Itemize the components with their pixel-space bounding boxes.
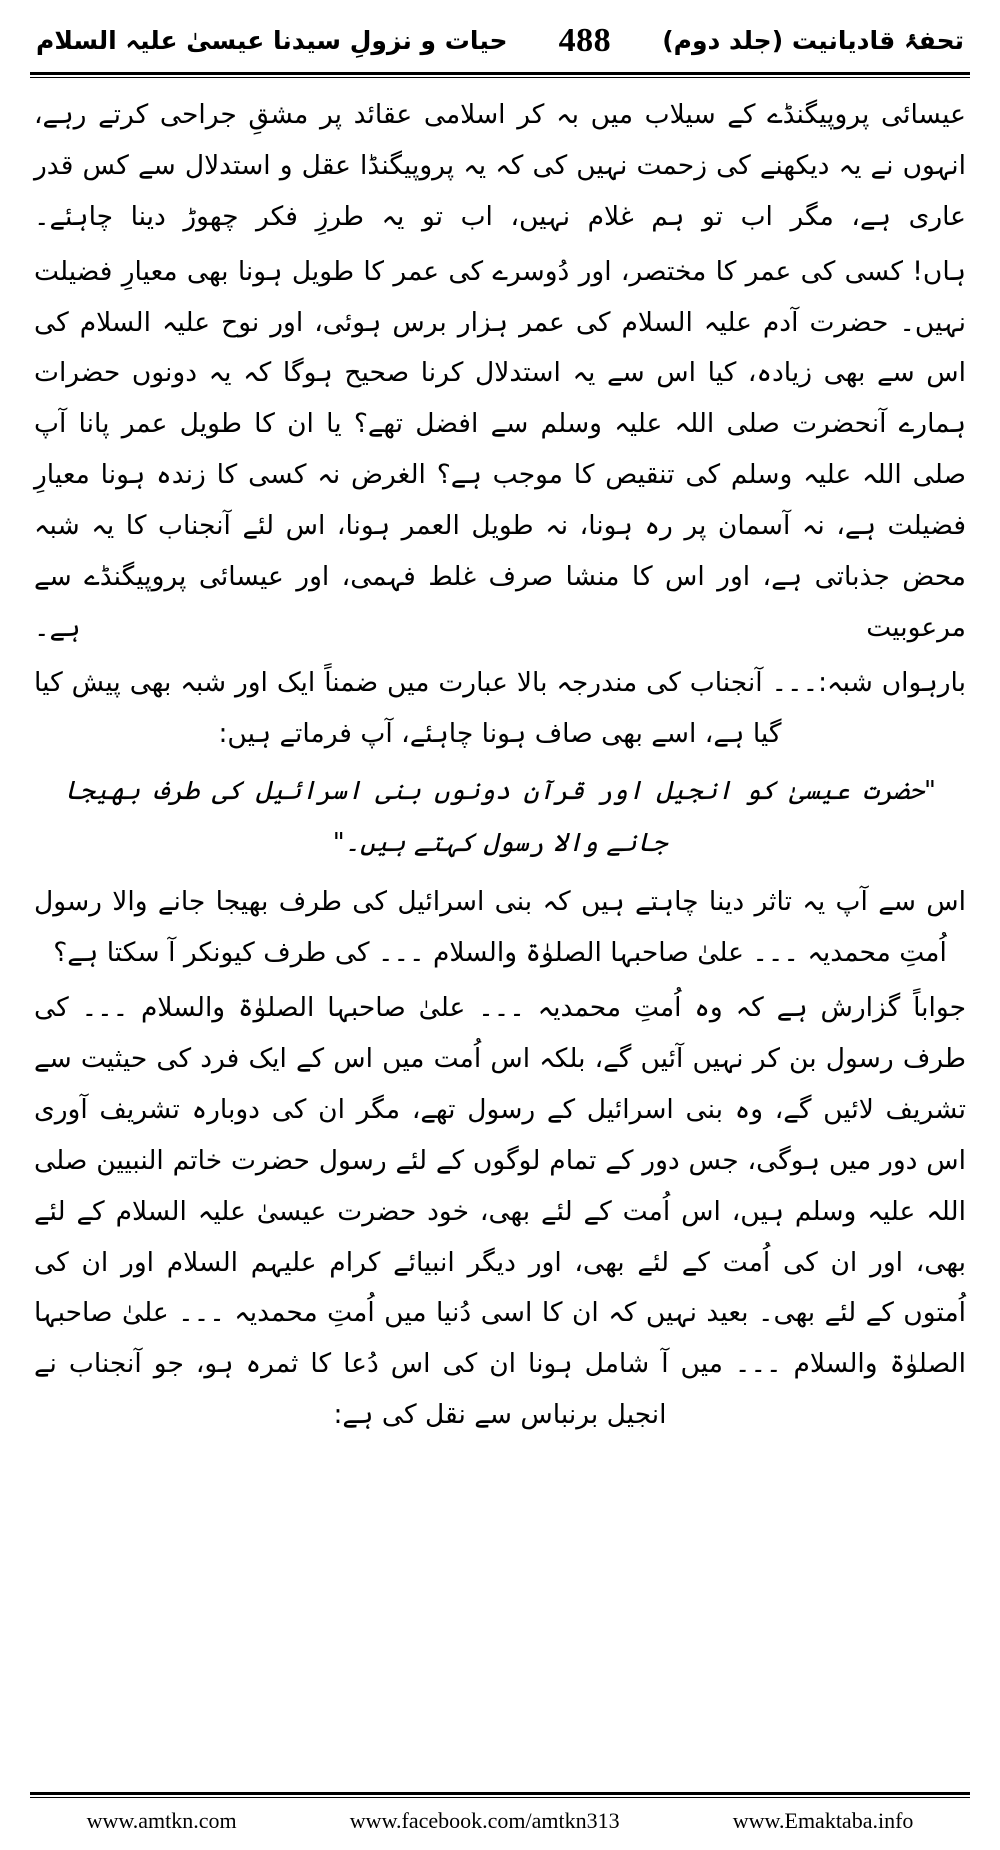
header-chapter-title: حیات و نزولِ سیدنا عیسیٰ علیہ السلام xyxy=(36,26,508,56)
paragraph-3: بارہواں شبہ:۔۔۔ آنجناب کی مندرجہ بالا عبارت میں ضمناً ایک اور شبہ بھی پیش کیا گیا ہے، اسے بھی صاف ہونا چاہئے، آپ فرماتے ہیں: xyxy=(34,666,966,749)
paragraph-5: جواباً گزارش ہے کہ وہ اُمتِ محمدیہ ۔۔۔ علیٰ صاحبہا الصلوٰۃ والسلام ۔۔۔ کی طرف رسول بن کر نہیں آئیں گے، بلکہ اس اُمت میں اس کے ایک فرد کی حیثیت سے تشریف لائیں گے، وہ بنی اسرائیل کے رسول تھے، مگر ان کی دوبارہ تشریف آوری اس دور میں ہوگی، جس دور کے تمام لوگوں کے لئے رسول حضرت خاتم النبیین صلی اللہ علیہ وسلم ہیں، اس اُمت کے لئے بھی، خود حضرت عیسیٰ علیہ السلام کے لئے بھی، اور ان کی اُمت کے لئے بھی، اور دیگر انبیائے کرام علیہم السلام اور ان کی اُمتوں کے لئے بھی۔ بعید نہیں کہ ان کا اسی دُنیا میں اُمتِ محمدیہ ۔۔۔ علیٰ صاحبہا الصلوٰۃ والسلام ۔۔۔ میں آ شامل ہونا ان کی اس دُعا کا ثمرہ ہو، جو آنجناب نے انجیل برنباس سے نقل کی ہے: xyxy=(34,992,966,1431)
footer-rule-thick xyxy=(30,1792,970,1795)
header-rule-thick xyxy=(30,72,970,75)
header-book-title: تحفۂ قادیانیت (جلد دوم) xyxy=(662,26,964,56)
footer-link-website[interactable]: www.amtkn.com xyxy=(86,1808,237,1833)
page-footer-wrap xyxy=(30,1782,970,1840)
footer-rule-thin xyxy=(30,1797,970,1798)
paragraph-2: ہاں! کسی کی عمر کا مختصر، اور دُوسرے کی عمر کا طویل ہونا بھی معیارِ فضیلت نہیں۔ حضرت آدم علیہ السلام کی عمر ہزار برس ہوئی، اور نوح علیہ السلام کی اس سے بھی زیادہ، کیا اس سے یہ استدلال کرنا صحیح ہوگا کہ یہ دونوں حضرات ہمارے آنحضرت صلی اللہ علیہ وسلم سے افضل تھے؟ یا ان کا طویل عمر پانا آپ صلی اللہ علیہ وسلم کی تنقیص کا موجب ہے؟ الغرض نہ کسی کا زندہ ہونا معیارِ فضیلت ہے، نہ آسمان پر رہ ہونا، نہ طویل العمر ہونا، اس لئے آنجناب کا یہ شبہ محض جذباتی ہے، اور اس کا منشا صرف غلط فہمی، اور عیسائی پروپیگنڈے سے مرعوبیت ہے۔ xyxy=(34,255,966,643)
paragraph-4: اس سے آپ یہ تاثر دینا چاہتے ہیں کہ بنی اسرائیل کی طرف بھیجا جانے والا رسول اُمتِ محمدیہ ۔۔۔ علیٰ صاحبہا الصلوٰۃ والسلام ۔۔۔ کی طرف کیونکر آ سکتا ہے؟ xyxy=(34,886,966,969)
block-quote: "حضرت عیسیٰ کو انجیل اور قرآن دونوں بنی اسرائیل کی طرف بھیجا جانے والا رسول کہتے ہیں۔" xyxy=(64,776,936,859)
footer-link-emaktaba[interactable]: www.Emaktaba.info xyxy=(732,1808,914,1833)
paragraph-1: عیسائی پروپیگنڈے کے سیلاب میں بہ کر اسلامی عقائد پر مشقِ جراحی کرتے رہے، انہوں نے یہ دیکھنے کی زحمت نہیں کی کہ یہ پروپیگنڈا عقل و استدلال سے کس قدر عاری ہے، مگر اب تو ہم غلام نہیں، اب تو یہ طرزِ فکر چھوڑ دینا چاہئے۔ xyxy=(34,99,966,232)
page-number: 488 xyxy=(558,22,612,59)
page-footer xyxy=(30,1808,970,1840)
footer-link-facebook[interactable]: www.facebook.com/amtkn313 xyxy=(349,1808,620,1833)
page-header xyxy=(30,18,970,66)
header-rule-thin xyxy=(30,77,970,78)
page-body xyxy=(30,90,970,1782)
